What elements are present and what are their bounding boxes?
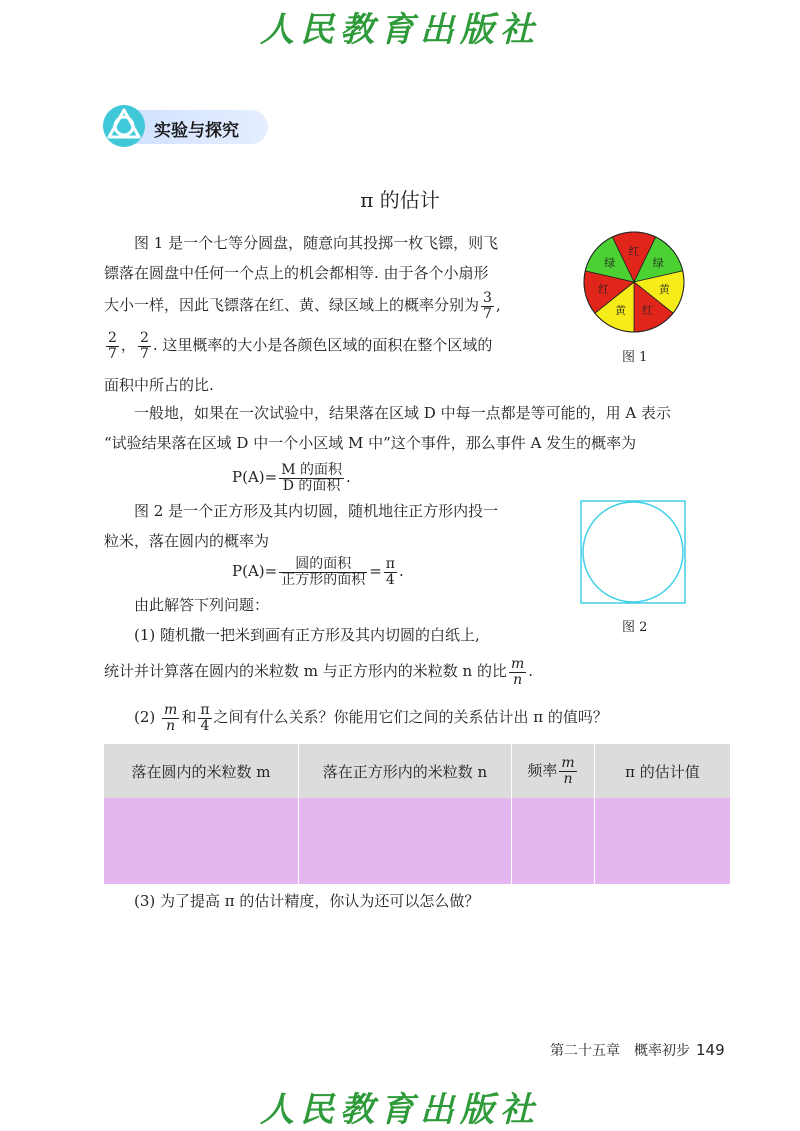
fraction-m-n (509, 657, 526, 688)
sector-label-yellow: 黄 (615, 303, 627, 317)
fraction-red-num: 3 (483, 289, 492, 306)
formula-1-lhs: P(A)= (232, 468, 278, 486)
table-header-frequency-label: 频率 (527, 761, 558, 779)
p1-line2: 镖落在圆盘中任何一个点上的机会都相等. 由于各个小扇形 (104, 264, 489, 282)
formula-1-fraction (279, 463, 344, 494)
table-header-n: 落在正方形内的米粒数 n (299, 744, 512, 798)
p2-line2: “试验结果落在区域 D 中一个小区域 M 中”这个事件，那么事件 A 发生的概率为 (104, 434, 637, 452)
fraction-yellow-den: 7 (108, 345, 117, 362)
table-frequency-num: m (561, 754, 575, 771)
p1-line4-text: . 这里概率的大小是各颜色区域的面积在整个区域的 (152, 336, 493, 354)
fraction-yellow (106, 331, 119, 362)
sector-label-red: 红 (628, 245, 640, 258)
formula-2-fraction (279, 557, 367, 588)
fraction-green (138, 331, 151, 362)
section-label: 实验与探究 (154, 121, 239, 141)
fraction-red-den: 7 (483, 305, 492, 322)
fraction-red (481, 291, 494, 322)
publisher-watermark-bottom: 人民教育出版社 (260, 1090, 540, 1130)
table-cell-pi-estimate[interactable] (595, 798, 731, 884)
page-footer (550, 1040, 725, 1060)
fraction-green-den: 7 (139, 345, 149, 362)
figure2-caption: 图 2 (622, 620, 648, 635)
table-frequency-den: n (563, 770, 573, 787)
figure1-caption: 图 1 (622, 350, 648, 365)
data-table (104, 744, 730, 884)
fraction-green-num: 2 (139, 329, 149, 346)
sector-label-red: 红 (641, 303, 653, 317)
p3-line1: 图 2 是一个正方形及其内切圆，随机地往正方形内投一 (134, 502, 499, 520)
fraction-m-n-num: m (510, 655, 525, 672)
fraction-m-n-den: n (513, 671, 523, 688)
question-2-prefix: (2) (134, 708, 156, 726)
chapter-title: 第二十五章 概率初步 (550, 1043, 690, 1059)
formula-2-eq: = (369, 562, 382, 580)
formula-1-end: . (346, 468, 351, 486)
formula-2 (232, 556, 404, 588)
square-inscribed-circle-figure (580, 500, 686, 604)
formula-2-pi-den: 4 (385, 571, 395, 588)
p2-line1: 一般地，如果在一次试验中，结果落在区域 D 中每一点都是等可能的，用 A 表示 (134, 404, 671, 422)
p1-line4: $\frac{2}{7}$ ， $\frac{2}{7}$ . 这里概率的大小是各颜色区域的面积在整个区域的 (108, 329, 493, 362)
table-cell-m[interactable] (104, 798, 299, 884)
fraction-m-n-q2 (162, 703, 179, 734)
table-header-m: 落在圆内的米粒数 m (104, 744, 299, 798)
fraction-m-n-q2-den: n (166, 717, 176, 734)
table-header-row (104, 744, 730, 798)
sector-label-green: 绿 (604, 256, 616, 270)
page-title: π 的估计 (360, 188, 440, 212)
formula-1-den: D 的面积 (282, 477, 341, 494)
fraction-pi-4-num: π (200, 701, 210, 718)
formula-2-pi-fraction (384, 557, 397, 588)
question-1-line1: (1) 随机撒一把米到画有正方形及其内切圆的白纸上, (134, 626, 480, 644)
publisher-watermark-top: 人民教育出版社 (260, 10, 540, 50)
fraction-m-n-q2-num: m (164, 701, 178, 718)
formula-1-num: M 的面积 (281, 461, 342, 478)
question-2-text: 之间有什么关系？你能用它们之间的关系估计出 π 的值吗？ (213, 708, 608, 726)
question-2-mid: 和 (181, 708, 197, 726)
section-badge (102, 104, 268, 148)
question-1-end: . (528, 662, 534, 680)
formula-2-lhs: P(A)= (232, 562, 278, 580)
prompt: 由此解答下列问题： (134, 596, 270, 614)
p1-line1: 图 1 是一个七等分圆盘，随意向其投掷一枚飞镖，则飞 (134, 234, 499, 252)
fraction-yellow-num: 2 (108, 329, 117, 346)
table-frequency-fraction (559, 756, 576, 787)
question-1-line2-text: 统计并计算落在圆内的米粒数 m 与正方形内的米粒数 n 的比 (104, 662, 507, 680)
table-cell-frequency[interactable] (512, 798, 595, 884)
question-1-line2 (104, 656, 533, 688)
p1-line3-text: 大小一样，因此飞镖落在红、黄、绿区域上的概率分别为 (104, 296, 480, 314)
question-2 (134, 702, 608, 734)
p3-line2: 粒米，落在圆内的概率为 (104, 532, 270, 550)
formula-2-end: . (398, 562, 404, 580)
page-number: 149 (696, 1041, 725, 1059)
formula-1 (232, 462, 351, 494)
sector-label-red: 红 (598, 282, 610, 296)
sector-label-yellow: 黄 (658, 282, 670, 296)
formula-2-pi-num: π (385, 555, 395, 572)
triangle-circle-icon (102, 104, 146, 148)
fraction-pi-4-den: 4 (200, 717, 210, 734)
table-row (104, 798, 730, 884)
table-header-pi-estimate: π 的估计值 (595, 744, 731, 798)
p1-line3: 大小一样，因此飞镖落在红、黄、绿区域上的概率分别为 $\frac{3}{7}$ , (104, 289, 501, 322)
p1-line5: 面积中所占的比. (104, 376, 214, 394)
formula-2-num: 圆的面积 (279, 557, 367, 573)
seven-sector-disk-figure (582, 230, 686, 334)
fraction-pi-4 (198, 703, 211, 734)
table-cell-n[interactable] (299, 798, 512, 884)
sector-label-green: 绿 (652, 256, 664, 270)
table-header-frequency (512, 744, 595, 798)
formula-2-den: 正方形的面积 (281, 571, 366, 588)
question-3: (3) 为了提高 π 的估计精度，你认为还可以怎么做？ (134, 892, 480, 910)
